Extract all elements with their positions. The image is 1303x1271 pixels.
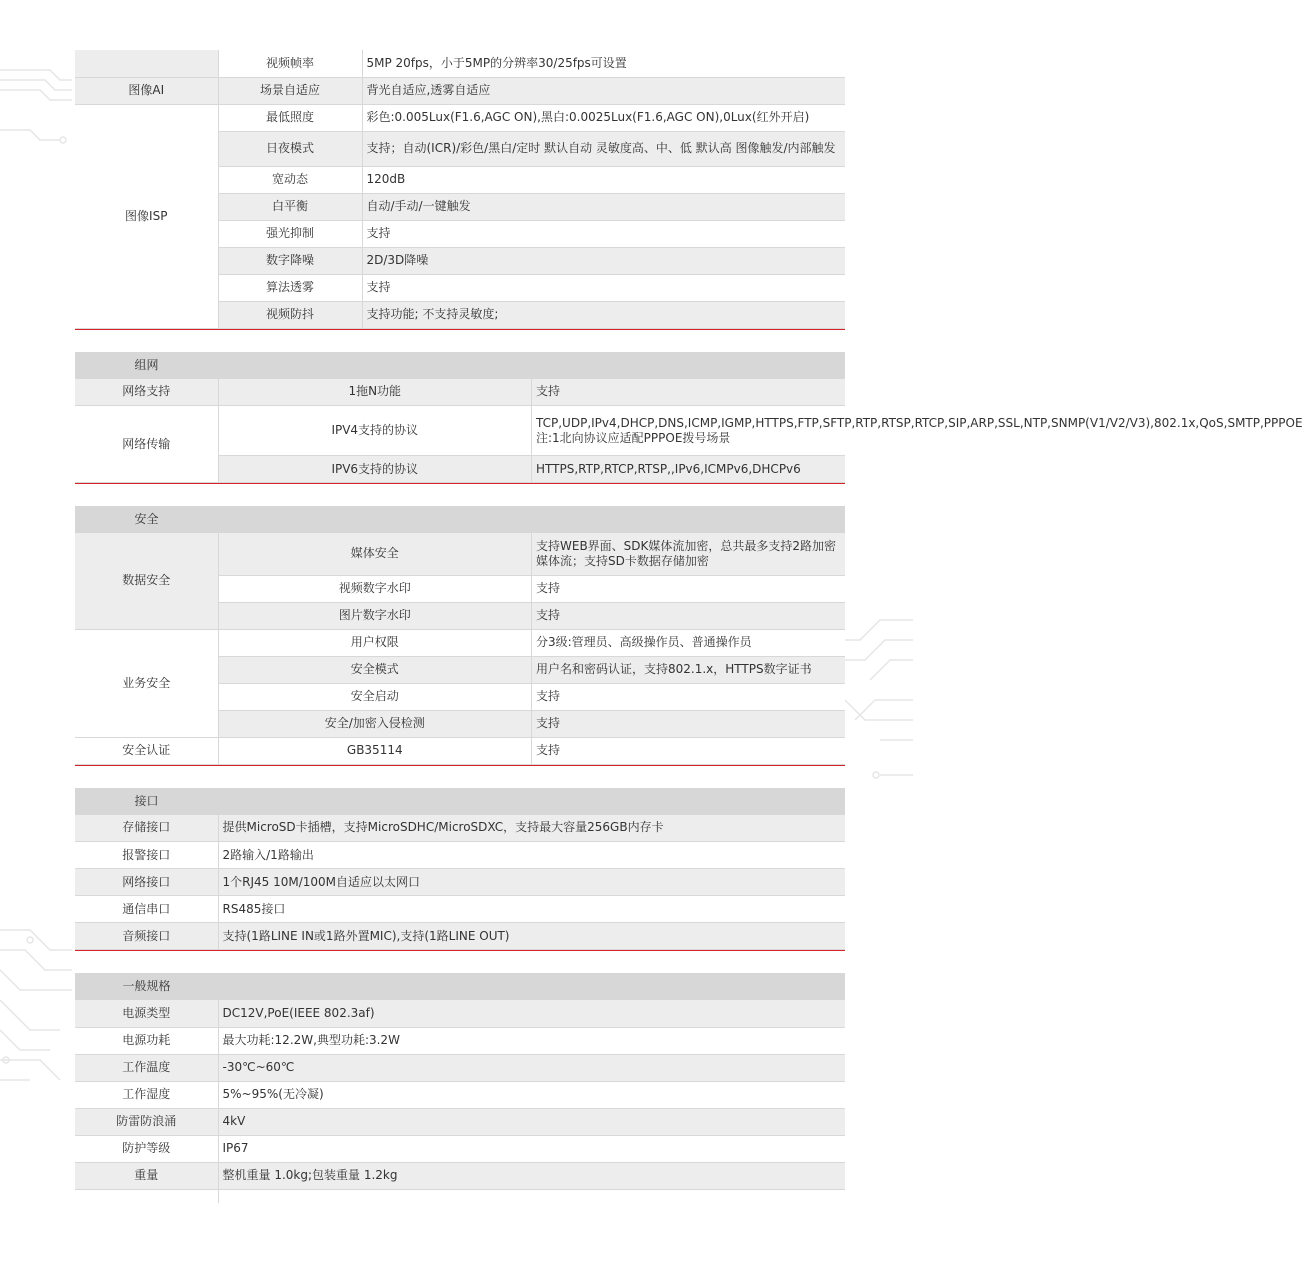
row-label: 网络支持: [75, 379, 218, 406]
param-value: 支持(1路LINE IN或1路外置MIC),支持(1路LINE OUT): [218, 923, 845, 950]
param-name: 安全/加密入侵检测: [218, 710, 532, 737]
param-value: 提供MicroSD卡插槽，支持MicroSDHC/MicroSDXC，支持最大容量256GB内存卡: [218, 815, 845, 842]
param-value: 支持功能; 不支持灵敏度;: [362, 301, 845, 328]
spec-sheet: [75, 50, 1303, 1225]
image-spec-table: [75, 50, 845, 329]
row-label: 存储接口: [75, 815, 218, 842]
network-spec-table: [75, 352, 1303, 484]
section-interfaces: [75, 788, 845, 952]
param-value: HTTPS,RTP,RTCP,RTSP,,IPv6,ICMPv6,DHCPv6: [532, 456, 846, 483]
param-value: 支持；自动(ICR)/彩色/黑白/定时 默认自动 灵敏度高、中、低 默认高 图像触发/内部触发: [362, 131, 845, 166]
param-name: 宽动态: [218, 166, 362, 193]
param-name: 白平衡: [218, 193, 362, 220]
param-name: 用户权限: [218, 629, 532, 656]
param-name: 图片数字水印: [218, 602, 532, 629]
row-label: 数据安全: [75, 533, 218, 629]
param-value: 彩色:0.005Lux(F1.6,AGC ON),黑白:0.0025Lux(F1.6,AGC ON),0Lux(红外开启): [362, 104, 845, 131]
param-name: 数字降噪: [218, 247, 362, 274]
param-value: IP67: [218, 1135, 845, 1162]
param-value: -30℃~60℃: [218, 1054, 845, 1081]
param-value: 支持: [532, 683, 846, 710]
param-name: 算法透雾: [218, 274, 362, 301]
param-value: 最大功耗:12.2W,典型功耗:3.2W: [218, 1027, 845, 1054]
section-general: [75, 973, 845, 1203]
param-value: RS485接口: [218, 896, 845, 923]
row-label: 工作湿度: [75, 1081, 218, 1108]
param-value: 2路输入/1路输出: [218, 842, 845, 869]
param-name: 安全启动: [218, 683, 532, 710]
row-label: [75, 50, 218, 77]
param-value: 支持: [532, 575, 846, 602]
param-value: 支持WEB界面、SDK媒体流加密，总共最多支持2路加密媒体流；支持SD卡数据存储加密: [532, 533, 846, 575]
section-title: 组网: [75, 352, 218, 379]
param-value: 5MP 20fps，小于5MP的分辨率30/25fps可设置: [362, 50, 845, 77]
row-label: 报警接口: [75, 842, 218, 869]
section-image: [75, 50, 845, 330]
row-label: 业务安全: [75, 629, 218, 737]
param-value: 120dB: [362, 166, 845, 193]
param-value: 自动/手动/一键触发: [362, 193, 845, 220]
row-label: 工作温度: [75, 1054, 218, 1081]
param-name: IPV4支持的协议: [218, 406, 532, 456]
param-value: TCP,UDP,IPv4,DHCP,DNS,ICMP,IGMP,HTTPS,FTP,SFTP,RTP,RTSP,RTCP,SIP,ARP,SSL,NTP,SNMP(V1/V2/V3),802.1x,QoS,SMTP,PPPOE 注:1北向协议应适配PPPOE拨号场景: [532, 406, 846, 456]
param-value: 分3级:管理员、高级操作员、普通操作员: [532, 629, 846, 656]
param-value: 背光自适应,透雾自适应: [362, 77, 845, 104]
row-label: 电源类型: [75, 1000, 218, 1027]
param-value: 用户名和密码认证，支持802.1.x，HTTPS数字证书: [532, 656, 846, 683]
group-label-isp: 图像ISP: [75, 104, 218, 328]
param-name: 最低照度: [218, 104, 362, 131]
param-value: 支持: [532, 602, 846, 629]
row-label: 防护等级: [75, 1135, 218, 1162]
general-spec-table: [75, 973, 845, 1203]
param-name: 日夜模式: [218, 131, 362, 166]
row-label: 电源功耗: [75, 1027, 218, 1054]
row-label: 安全认证: [75, 737, 218, 764]
param-name: 强光抑制: [218, 220, 362, 247]
param-name: 媒体安全: [218, 533, 532, 575]
param-value: 支持: [362, 220, 845, 247]
param-name: 场景自适应: [218, 77, 362, 104]
param-value: 1个RJ45 10M/100M自适应以太网口: [218, 869, 845, 896]
section-security: [75, 506, 845, 766]
param-name: GB35114: [218, 737, 532, 764]
param-value: 4kV: [218, 1108, 845, 1135]
param-name: 视频防抖: [218, 301, 362, 328]
param-value: 支持: [532, 379, 846, 406]
param-value: 支持: [362, 274, 845, 301]
section-title: 安全: [75, 506, 218, 533]
section-title: 接口: [75, 788, 218, 815]
row-label: 重量: [75, 1162, 218, 1189]
section-title: 一般规格: [75, 973, 218, 1000]
security-spec-table: [75, 506, 845, 765]
interface-spec-table: [75, 788, 845, 951]
param-value: 2D/3D降噪: [362, 247, 845, 274]
row-label: 图像AI: [75, 77, 218, 104]
row-label: 防雷防浪涌: [75, 1108, 218, 1135]
param-name: 安全模式: [218, 656, 532, 683]
section-network: [75, 352, 1303, 485]
param-name: IPV6支持的协议: [218, 456, 532, 483]
param-value: 支持: [532, 710, 846, 737]
param-value: 支持: [532, 737, 846, 764]
param-value: DC12V,PoE(IEEE 802.3af): [218, 1000, 845, 1027]
row-label: 通信串口: [75, 896, 218, 923]
row-label: 网络传输: [75, 406, 218, 483]
row-label: 音频接口: [75, 923, 218, 950]
param-value: 整机重量 1.0kg;包装重量 1.2kg: [218, 1162, 845, 1189]
param-name: 1拖N功能: [218, 379, 532, 406]
param-name: 视频帧率: [218, 50, 362, 77]
param-name: 视频数字水印: [218, 575, 532, 602]
param-value: 5%~95%(无冷凝): [218, 1081, 845, 1108]
row-label: 网络接口: [75, 869, 218, 896]
